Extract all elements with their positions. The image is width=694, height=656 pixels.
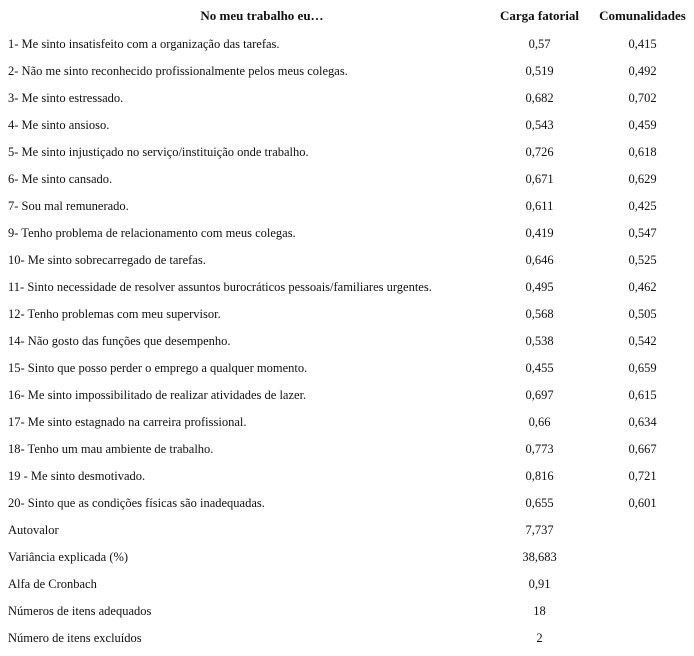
comunalidade-value: 0,547 — [628, 226, 657, 240]
table-row — [0, 31, 694, 58]
comunalidade-value: 0,425 — [628, 199, 657, 213]
item-label: 18- Tenho um mau ambiente de trabalho. — [8, 442, 214, 456]
comunalidade-value: 0,629 — [628, 172, 657, 186]
table-row — [0, 193, 694, 220]
carga-fatorial-value: 0,519 — [525, 64, 554, 78]
header-comunalidades: Comunalidades — [599, 7, 686, 23]
item-label: 19 - Me sinto desmotivado. — [8, 469, 146, 483]
item-label: 14- Não gosto das funções que desempenho. — [8, 334, 231, 348]
item-label: 2- Não me sinto reconhecido profissionalmente pelos meus colegas. — [8, 64, 348, 78]
comunalidade-value: 0,505 — [628, 307, 657, 321]
summary-empty — [591, 598, 694, 625]
summary-value: 18 — [533, 604, 546, 618]
summary-value: 2 — [536, 631, 543, 645]
carga-fatorial-value: 0,419 — [525, 226, 554, 240]
comunalidade-value: 0,492 — [628, 64, 657, 78]
summary-empty — [591, 517, 694, 544]
table-row — [0, 382, 694, 409]
summary-label: Números de itens adequados — [8, 604, 152, 618]
comunalidade-value: 0,615 — [628, 388, 657, 402]
comunalidade-value: 0,702 — [628, 91, 657, 105]
carga-fatorial-value: 0,538 — [525, 334, 554, 348]
carga-fatorial-value: 0,726 — [525, 145, 554, 159]
carga-fatorial-value: 0,568 — [525, 307, 554, 321]
item-label: 6- Me sinto cansado. — [8, 172, 113, 186]
summary-row — [0, 517, 694, 544]
table-row — [0, 274, 694, 301]
comunalidade-value: 0,601 — [628, 496, 657, 510]
table-row — [0, 220, 694, 247]
table-row — [0, 166, 694, 193]
item-label: 1- Me sinto insatisfeito com a organização das tarefas. — [8, 37, 280, 51]
item-label: 15- Sinto que posso perder o emprego a qualquer momento. — [8, 361, 308, 375]
carga-fatorial-value: 0,57 — [528, 37, 551, 51]
table-row — [0, 463, 694, 490]
item-label: 9- Tenho problema de relacionamento com meus colegas. — [8, 226, 296, 240]
summary-empty — [591, 544, 694, 571]
table-row — [0, 85, 694, 112]
comunalidade-value: 0,459 — [628, 118, 657, 132]
header-row — [0, 0, 694, 31]
comunalidade-value: 0,667 — [628, 442, 657, 456]
carga-fatorial-value: 0,655 — [525, 496, 554, 510]
carga-fatorial-value: 0,646 — [525, 253, 554, 267]
summary-value: 7,737 — [525, 523, 554, 537]
summary-empty — [591, 625, 694, 652]
carga-fatorial-value: 0,611 — [525, 199, 554, 213]
comunalidade-value: 0,462 — [628, 280, 657, 294]
carga-fatorial-value: 0,697 — [525, 388, 554, 402]
table-row — [0, 112, 694, 139]
comunalidade-value: 0,542 — [628, 334, 657, 348]
comunalidade-value: 0,415 — [628, 37, 657, 51]
item-label: 5- Me sinto injustiçado no serviço/instituição onde trabalho. — [8, 145, 309, 159]
comunalidade-value: 0,525 — [628, 253, 657, 267]
item-label: 12- Tenho problemas com meu supervisor. — [8, 307, 221, 321]
comunalidade-value: 0,721 — [628, 469, 657, 483]
item-label: 7- Sou mal remunerado. — [8, 199, 129, 213]
item-label: 20- Sinto que as condições físicas são inadequadas. — [8, 496, 265, 510]
summary-label: Alfa de Cronbach — [8, 577, 97, 591]
summary-row — [0, 625, 694, 652]
table-row — [0, 139, 694, 166]
summary-value: 0,91 — [528, 577, 551, 591]
carga-fatorial-value: 0,816 — [525, 469, 554, 483]
table-row — [0, 436, 694, 463]
table-row — [0, 328, 694, 355]
summary-row — [0, 571, 694, 598]
table-row — [0, 490, 694, 517]
carga-fatorial-value: 0,543 — [525, 118, 554, 132]
carga-fatorial-value: 0,66 — [528, 415, 551, 429]
table-row — [0, 247, 694, 274]
carga-fatorial-value: 0,495 — [525, 280, 554, 294]
carga-fatorial-value: 0,671 — [525, 172, 554, 186]
comunalidade-value: 0,659 — [628, 361, 657, 375]
header-item: No meu trabalho eu… — [200, 7, 324, 23]
table-row — [0, 58, 694, 85]
summary-label: Número de itens excluídos — [8, 631, 142, 645]
table-body — [0, 31, 694, 652]
summary-empty — [591, 571, 694, 598]
item-label: 11- Sinto necessidade de resolver assuntos burocráticos pessoais/familiares urgentes. — [8, 280, 432, 294]
summary-row — [0, 544, 694, 571]
table-row — [0, 409, 694, 436]
comunalidade-value: 0,634 — [628, 415, 657, 429]
comunalidade-value: 0,618 — [628, 145, 657, 159]
carga-fatorial-value: 0,455 — [525, 361, 554, 375]
carga-fatorial-value: 0,773 — [525, 442, 554, 456]
item-label: 16- Me sinto impossibilitado de realizar atividades de lazer. — [8, 388, 307, 402]
item-label: 17- Me sinto estagnado na carreira profissional. — [8, 415, 247, 429]
summary-row — [0, 598, 694, 625]
header-carga-fatorial: Carga fatorial — [499, 7, 580, 23]
item-label: 4- Me sinto ansioso. — [8, 118, 110, 132]
item-label: 10- Me sinto sobrecarregado de tarefas. — [8, 253, 206, 267]
summary-label: Variância explicada (%) — [8, 550, 129, 564]
table-header — [0, 0, 694, 31]
item-label: 3- Me sinto estressado. — [8, 91, 124, 105]
table-row — [0, 355, 694, 382]
carga-fatorial-value: 0,682 — [525, 91, 554, 105]
table-row — [0, 301, 694, 328]
summary-value: 38,683 — [522, 550, 557, 564]
summary-label: Autovalor — [8, 523, 59, 537]
